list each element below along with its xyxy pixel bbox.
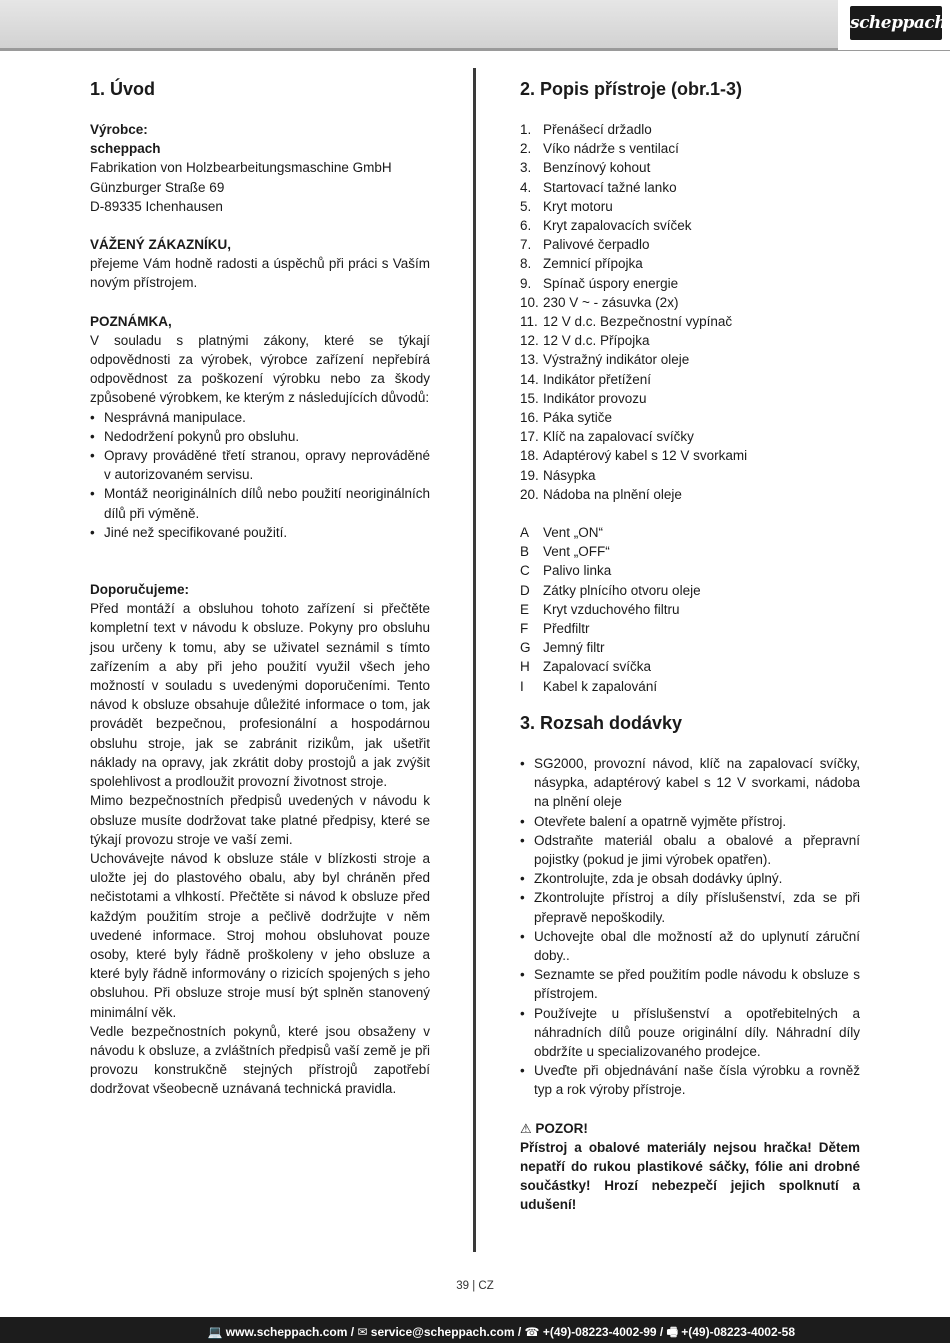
section-title-description: 2. Popis přístroje (obr.1-3) <box>520 79 743 99</box>
warning-heading-row <box>520 1119 860 1138</box>
manufacturer-label: Výrobce: <box>90 122 148 137</box>
list-item: C Palivo linka <box>520 563 612 579</box>
list-item: E Kryt vzduchového filtru <box>520 601 680 617</box>
list-item: • Seznamte se před použitím podle návodu k obsluze s přístrojem. <box>520 965 860 1003</box>
list-item: • Nesprávná manipulace. <box>90 408 430 427</box>
warning-text: Přístroj a obalové materiály nejsou hračka! Dětem nepatří do rukou plastikové sáčky, fólie ani drobné součástky! Hrozí nebezpečí jejich spolknutí a udušení! <box>520 1139 860 1213</box>
list-item: 8. Zemnicí přípojka <box>520 256 643 272</box>
list-item: 11. 12 V d.c. Bezpečnostní vypínač <box>520 314 733 330</box>
list-item: 19. Násypka <box>520 467 596 483</box>
list-item: • Používejte u příslušenství a opotřebitelných a náhradních dílů pouze originální díly. Náhradní díly obdržíte u specializovaného prodejce. <box>520 1004 860 1062</box>
list-item: • Jiné než specifikované použití. <box>90 523 430 542</box>
list-item: • Opravy prováděné třetí stranou, opravy neprováděné v autorizovaném servisu. <box>90 446 430 484</box>
list-item: 7. Palivové čerpadlo <box>520 237 650 253</box>
list-item: B Vent „OFF“ <box>520 544 610 560</box>
list-item: 12. 12 V d.c. Přípojka <box>520 333 650 349</box>
manufacturer-name: scheppach <box>90 141 161 157</box>
list-item: 16. Páka sytiče <box>520 410 613 426</box>
list-item: 3. Benzínový kohout <box>520 160 651 176</box>
list-item: H Zapalovací svíčka <box>520 659 652 675</box>
warning-triangle-icon: ⚠ <box>520 1120 532 1136</box>
note-text: V souladu s platnými zákony, které se týkají odpovědnosti za výrobek, výrobce zařízení nepřebírá odpovědnost za poškození výrobku nebo za škody způsobené výrobkem, ke kterým z následujících důvodů: <box>90 332 430 406</box>
list-item: • Otevřete balení a opatrně vyjměte přístroj. <box>520 812 860 831</box>
section-title-scope: 3. Rozsah dodávky <box>520 712 683 733</box>
list-item: 4. Startovací tažné lanko <box>520 179 677 195</box>
list-item: A Vent „ON“ <box>520 525 604 541</box>
page-number: 39 | CZ <box>456 1280 494 1292</box>
list-item: G Jemný filtr <box>520 640 605 656</box>
section-title-intro: 1. Úvod <box>90 79 156 99</box>
customer-heading: VÁŽENÝ ZÁKAZNÍKU, <box>90 237 231 253</box>
list-item: 15. Indikátor provozu <box>520 390 647 406</box>
list-item: D Zátky plnícího otvoru oleje <box>520 582 701 598</box>
left-column <box>90 78 430 1099</box>
letter-parts-list <box>520 523 860 696</box>
recommend-heading: Doporučujeme: <box>90 582 190 598</box>
footer-bar <box>0 1317 950 1343</box>
note-list <box>90 408 430 542</box>
list-item: • Uveďte při objednávání naše čísla výrobku a rovněž typ a rok výroby přístroje. <box>520 1061 860 1099</box>
customer-text: přejeme Vám hodně radosti a úspěchů při práci s Vaším novým přístrojem. <box>90 256 430 291</box>
header-bar <box>0 0 950 51</box>
note-heading: POZNÁMKA, <box>90 313 172 329</box>
list-item: • SG2000, provozní návod, klíč na zapalovací svíčky, násypka, adaptérový kabel s 12 V svorkami, nádoba na plnění oleje <box>520 754 860 812</box>
list-item: F Předfiltr <box>520 621 590 637</box>
address-line: D-89335 Ichenhausen <box>90 198 223 214</box>
recommend-paragraph: Před montáží a obsluhou tohoto zařízení si přečtěte kompletní text v návodu k obsluze. Pokyny pro obsluhu jsou určeny k tomu, aby se uživatel seznámil s tímto zařízením a aby při jeho použití využil všech jeho možností v souladu s uvedenými doporučeními. Tento návod k obsluze obsahuje důležité informace o tom, jak provádět bezpečnou, profesionální a hospodárnou obsluhu stroje, jak se zabránit rizikům, jak ušetřit náklady na opravy, jak zkrátit doby prostojů a jak zvýšit spolehlivost a prodloužit provozní životnost stroje. <box>90 601 430 790</box>
list-item: • Zkontrolujte, zda je obsah dodávky úplný. <box>520 869 860 888</box>
parts-list <box>520 120 860 504</box>
list-item: 13. Výstražný indikátor oleje <box>520 352 690 368</box>
list-item: • Montáž neoriginálních dílů nebo použití neoriginálních dílů při výměně. <box>90 484 430 522</box>
recommend-paragraph: Mimo bezpečnostních předpisů uvedených v návodu k obsluze musíte dodržovat take platné předpisy, které se týkají provozu stroje ve vaší zemi. <box>90 793 430 847</box>
list-item: 2. Víko nádrže s ventilací <box>520 141 679 157</box>
right-column <box>520 78 860 1215</box>
list-item: 9. Spínač úspory energie <box>520 275 679 291</box>
list-item: 5. Kryt motoru <box>520 198 613 214</box>
list-item: • Zkontrolujte přístroj a díly příslušenství, zda se při přepravě nepoškodily. <box>520 888 860 926</box>
scope-list <box>520 754 860 1100</box>
column-divider <box>473 68 476 1252</box>
recommend-paragraph: Vedle bezpečnostních pokynů, které jsou obsaženy v návodu k obsluze, a zvláštních předpisů vaší země je při provozu konstrukčně stejných přístrojů zapotřebí dodržovat všeobecně uznávaná technická pravidla. <box>90 1023 430 1097</box>
list-item: I Kabel k zapalování <box>520 678 658 694</box>
scheppach-logo: scheppach <box>850 6 942 40</box>
logo-area <box>838 0 950 50</box>
list-item: • Nedodržení pokynů pro obsluhu. <box>90 427 430 446</box>
list-item: 10. 230 V ~ - zásuvka (2x) <box>520 294 679 310</box>
warning-heading: POZOR! <box>535 1120 588 1136</box>
address-line: Günzburger Straße 69 <box>90 179 225 195</box>
contact-line: 💻 www.scheppach.com / ✉ service@scheppach.com / ☎ +(49)-08223-4002-99 / 🖷 +(49)-08223-4002-58 <box>207 1325 795 1339</box>
list-item: 18. Adaptérový kabel s 12 V svorkami <box>520 448 748 464</box>
list-item: 17. Klíč na zapalovací svíčky <box>520 429 694 445</box>
recommend-paragraph: Uchovávejte návod k obsluze stále v blízkosti stroje a uložte jej do plastového obalu, aby byl chráněn před nečistotami a vlhkostí. Přečtěte si návod k obsluze před každým použitím stroje a pečlivě dodržujte v něm uvedené informace. Stroj mohou obsluhovat pouze osoby, které byly řádně proškoleny v jeho obsluze a které byly řádně informovány o rizicích spojených s jeho obsluhou. Při obsluze stroje musí být splněn stanovený minimální věk. <box>90 850 430 1020</box>
list-item: 1. Přenášecí držadlo <box>520 122 652 137</box>
list-item: • Odstraňte materiál obalu a obalové a přepravní pojistky (pokud je jimi výrobek opatřen). <box>520 831 860 869</box>
list-item: 14. Indikátor přetížení <box>520 371 652 387</box>
address-line: Fabrikation von Holzbearbeitungsmaschine GmbH <box>90 160 392 176</box>
list-item: 20. Nádoba na plnění oleje <box>520 486 682 502</box>
list-item: 6. Kryt zapalovacích svíček <box>520 218 692 234</box>
list-item: • Uchovejte obal dle možností až do uplynutí záruční doby.. <box>520 927 860 965</box>
